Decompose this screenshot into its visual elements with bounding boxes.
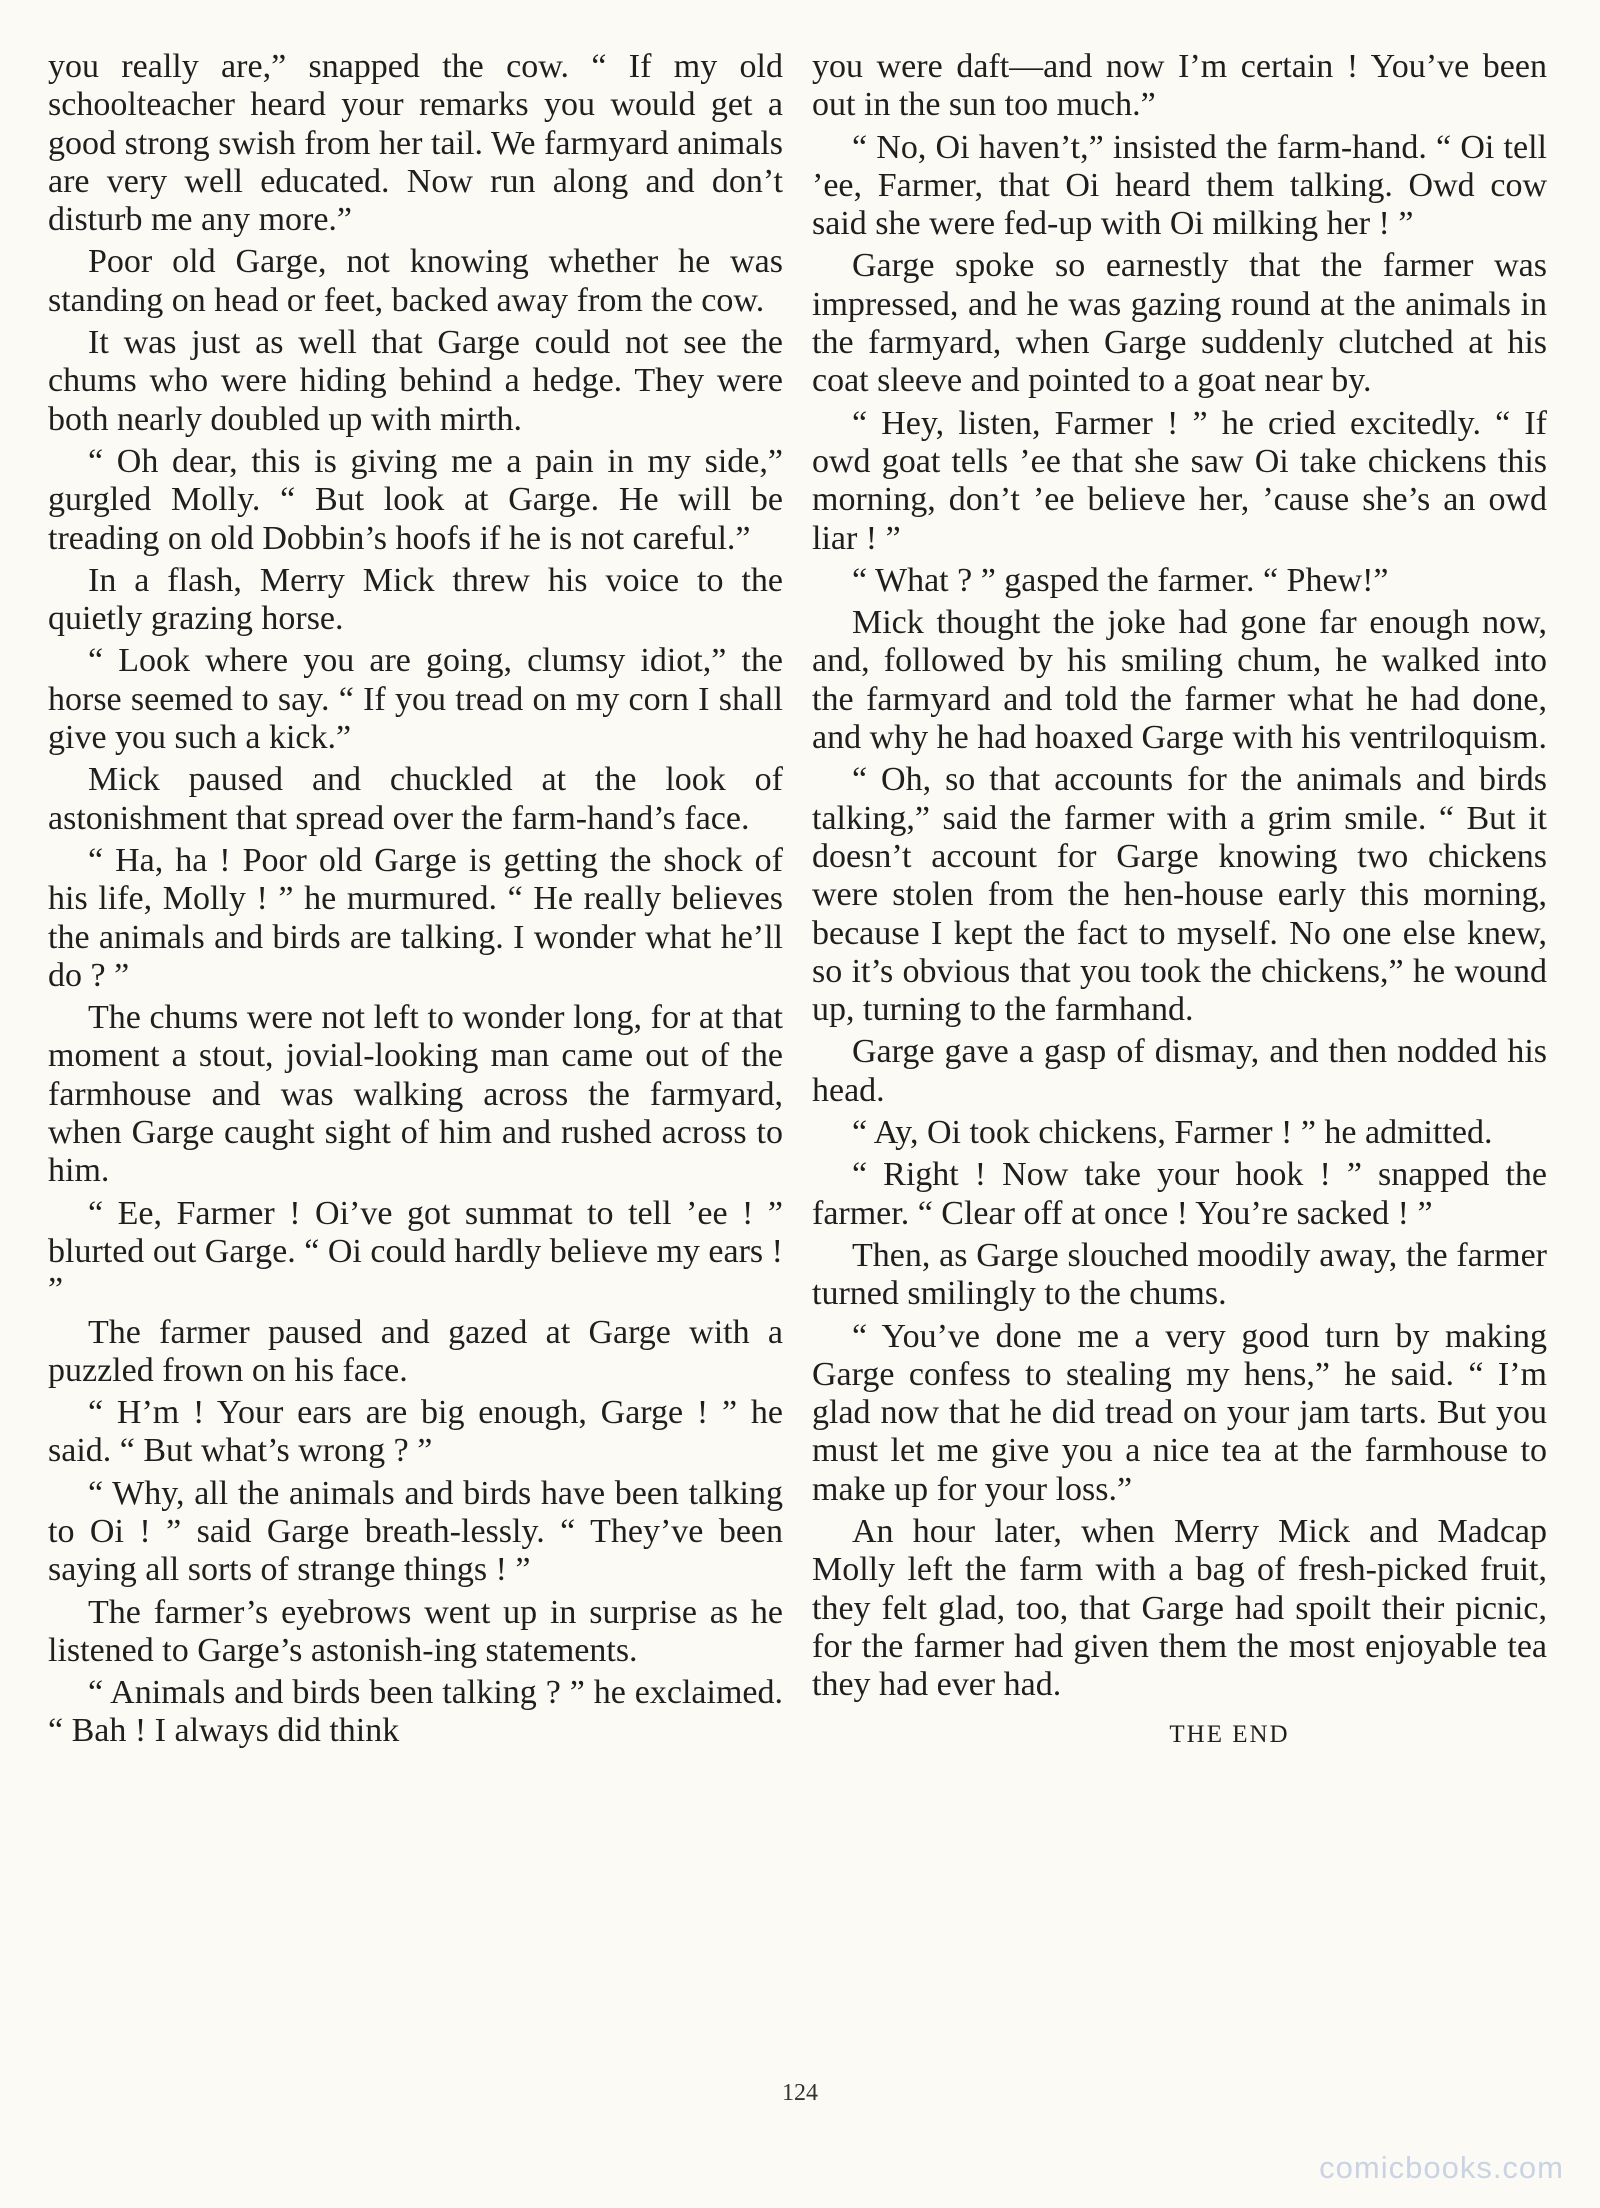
- paragraph: you really are,” snapped the cow. “ If my old schoolteacher heard your remarks you would get a good strong swish from her tail. We farmyard animals are very well educated. Now run along and don’t disturb me any more.”: [48, 48, 783, 239]
- paragraph: An hour later, when Merry Mick and Madcap Molly left the farm with a bag of fresh-picked fruit, they felt glad, too, that Garge had spoilt their picnic, for the farmer had given them the most enjoyable tea they had ever had.: [812, 1512, 1547, 1704]
- paragraph: “ Hey, listen, Farmer ! ” he cried excitedly. “ If owd goat tells ’ee that she saw Oi take chickens this morning, don’t ’ee believe her, ’cause she’s an owd liar ! ”: [812, 404, 1547, 557]
- paragraph: “ What ? ” gasped the farmer. “ Phew!”: [852, 561, 1389, 599]
- paragraph: “ Animals and birds been talking ? ” he exclaimed. “ Bah ! I always did think: [48, 1674, 783, 1750]
- the-end-label: THE END: [1169, 1721, 1290, 1749]
- paragraph: Poor old Garge, not knowing whether he was standing on head or feet, backed away from the cow.: [48, 243, 783, 319]
- paragraph: Garge spoke so earnestly that the farmer was impressed, and he was gazing round at the animals in the farmyard, when Garge suddenly clutched at his coat sleeve and pointed to a goat near by.: [812, 247, 1547, 400]
- paragraph: Mick thought the joke had gone far enough now, and, followed by his smiling chum, he walked into the farmyard and told the farmer what he had done, and why he had hoaxed Garge with his ventriloquism.: [812, 604, 1547, 757]
- paragraph: “ Right ! Now take your hook ! ” snapped the farmer. “ Clear off at once ! You’re sacked ! ”: [812, 1156, 1547, 1232]
- paragraph: The farmer paused and gazed at Garge with a puzzled frown on his face.: [48, 1313, 783, 1389]
- paragraph: The farmer’s eyebrows went up in surprise as he listened to Garge’s astonish-ing statements.: [48, 1593, 783, 1669]
- paragraph: “ Oh dear, this is giving me a pain in my side,” gurgled Molly. “ But look at Garge. He will be treading on old Dobbin’s hoofs if he is not careful.”: [48, 442, 783, 557]
- paragraph: It was just as well that Garge could not see the chums who were hiding behind a hedge. They were both nearly doubled up with mirth.: [48, 324, 783, 438]
- paragraph: you were daft—and now I’m certain ! You’ve been out in the sun too much.”: [812, 48, 1547, 124]
- paragraph: “ Ay, Oi took chickens, Farmer ! ” he admitted.: [852, 1114, 1493, 1152]
- paragraph: Garge gave a gasp of dismay, and then nodded his head.: [812, 1033, 1547, 1109]
- left-column: [48, 48, 783, 1755]
- paragraph: “ Why, all the animals and birds have been talking to Oi ! ” said Garge breath-lessly. “ They’ve been saying all sorts of strange things ! ”: [48, 1474, 783, 1589]
- paragraph: “ Oh, so that accounts for the animals and birds talking,” said the farmer with a grim smile. “ But it doesn’t account for Garge knowing two chickens were stolen from the hen-house early this morning, because I kept the fact to myself. No one else knew, so it’s obvious that you took the chickens,” he wound up, turning to the farmhand.: [812, 761, 1547, 1029]
- paragraph: “ Look where you are going, clumsy idiot,” the horse seemed to say. “ If you tread on my corn I shall give you such a kick.”: [48, 642, 783, 757]
- paragraph: “ H’m ! Your ears are big enough, Garge ! ” he said. “ But what’s wrong ? ”: [48, 1394, 783, 1470]
- paragraph: “ Ee, Farmer ! Oi’ve got summat to tell ’ee ! ” blurted out Garge. “ Oi could hardly believe my ears ! ”: [48, 1194, 783, 1309]
- paragraph: In a flash, Merry Mick threw his voice to the quietly grazing horse.: [48, 561, 783, 638]
- paragraph: “ No, Oi haven’t,” insisted the farm-hand. “ Oi tell ’ee, Farmer, that Oi heard them talking. Owd cow said she were fed-up with Oi milking her ! ”: [812, 128, 1547, 243]
- page-number: 124: [782, 2080, 818, 2106]
- paragraph: Mick paused and chuckled at the look of astonishment that spread over the farm-hand’s face.: [48, 761, 783, 837]
- watermark: comicbooks.com: [1319, 2150, 1564, 2185]
- paragraph: “ You’ve done me a very good turn by making Garge confess to stealing my hens,” he said. “ I’m glad now that he did tread on your jam tarts. But you must let me give you a nice tea at the farmhouse to make up for your loss.”: [812, 1317, 1547, 1508]
- paragraph: Then, as Garge slouched moodily away, the farmer turned smilingly to the chums.: [812, 1236, 1547, 1313]
- right-column: [812, 48, 1547, 1755]
- paragraph: The chums were not left to wonder long, for at that moment a stout, jovial-looking man came out of the farmhouse and was walking across the farmyard, when Garge caught sight of him and rushed across to him.: [48, 999, 783, 1190]
- paragraph: “ Ha, ha ! Poor old Garge is getting the shock of his life, Molly ! ” he murmured. “ He really believes the animals and birds are talking. I wonder what he’ll do ? ”: [48, 841, 783, 994]
